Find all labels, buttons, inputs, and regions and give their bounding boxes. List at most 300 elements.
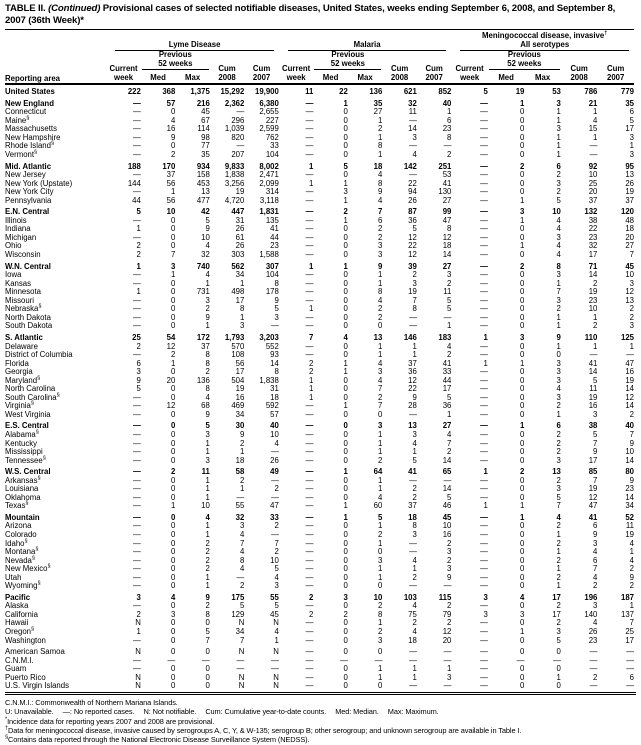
value-cell: 0 — [170, 512, 176, 522]
value-cell: 0 — [170, 409, 176, 419]
value-cell: 1 — [205, 475, 210, 485]
value-cell: 104 — [265, 270, 279, 280]
value-cell: 0 — [520, 447, 525, 457]
value-cell: 7 — [593, 475, 598, 485]
value-cell: 1 — [378, 350, 383, 360]
value-cell: — — [133, 115, 141, 125]
value-cell: 552 — [265, 341, 279, 351]
table-title-continued: (Continued) — [48, 3, 101, 14]
reporting-area-cell: Nebraska§ — [5, 303, 42, 314]
value-cell: 2 — [556, 572, 561, 582]
value-cell: 35 — [625, 98, 634, 108]
value-cell: 0 — [378, 647, 383, 657]
value-cell: 0 — [520, 484, 525, 494]
lyme-cum-2008-header: Cum 2008 — [210, 51, 245, 84]
reporting-area-cell: Mountain — [5, 512, 40, 522]
value-cell: 35 — [373, 98, 383, 108]
value-cell: 0 — [343, 664, 348, 674]
value-cell: 9 — [205, 592, 210, 602]
value-cell: 3 — [520, 207, 525, 217]
value-cell: 3 — [556, 232, 561, 242]
value-cell: — — [305, 107, 314, 117]
value-cell: 3 — [412, 429, 417, 439]
value-cell: — — [480, 375, 488, 385]
value-cell: 68 — [201, 401, 210, 411]
reporting-area-cell: Iowa — [5, 270, 22, 280]
value-cell: N — [273, 647, 279, 657]
value-cell: 187 — [620, 592, 634, 602]
value-cell: 1 — [309, 304, 314, 314]
value-cell: 93 — [270, 350, 279, 360]
reporting-area-cell: Hawaii — [5, 618, 29, 628]
value-cell: — — [305, 512, 314, 522]
value-cell: 4 — [412, 555, 417, 565]
value-cell: 2 — [378, 627, 383, 636]
value-cell: 27 — [442, 195, 452, 205]
value-cell: 7 — [170, 250, 176, 260]
value-cell: 2 — [447, 601, 452, 611]
value-cell: 0 — [343, 555, 348, 565]
reporting-area-cell: Wyoming§ — [5, 580, 41, 591]
value-cell: — — [133, 392, 141, 402]
table-row — [5, 665, 634, 674]
value-cell: 12 — [408, 250, 417, 260]
value-cell: — — [133, 501, 141, 511]
value-cell: — — [305, 287, 314, 297]
legend-item: N: Not notifiable. — [143, 707, 197, 717]
value-cell: 6 — [593, 521, 598, 531]
value-cell: 5 — [447, 304, 452, 314]
reporting-area-cell: Puerto Rico — [5, 672, 46, 682]
value-cell: — — [480, 270, 488, 280]
value-cell: 178 — [265, 287, 279, 297]
value-cell: 26 — [625, 178, 634, 188]
table-row — [5, 368, 634, 377]
value-cell: 1 — [593, 341, 598, 351]
value-cell: 2 — [556, 555, 561, 565]
table-row — [5, 394, 634, 403]
value-cell: 2 — [412, 572, 417, 582]
value-cell: 2 — [378, 529, 383, 539]
table-row — [5, 225, 634, 234]
reporting-area-cell: Alabama§ — [5, 429, 39, 439]
value-cell: 54 — [166, 332, 176, 342]
value-cell: 4 — [412, 627, 417, 636]
value-cell: 9 — [629, 438, 634, 448]
value-cell: 0 — [343, 455, 348, 465]
value-cell: 9 — [556, 332, 561, 342]
value-cell: — — [480, 438, 488, 448]
value-cell: — — [305, 215, 314, 225]
reporting-area-cell: California — [5, 609, 38, 619]
value-cell: 2 — [447, 538, 452, 548]
value-cell: — — [133, 312, 141, 322]
value-cell: 14 — [270, 358, 279, 368]
value-cell: — — [305, 224, 314, 234]
value-cell: 0 — [343, 375, 348, 385]
value-cell: — — [133, 132, 141, 142]
value-cell: 1 — [378, 618, 383, 628]
table-row — [5, 682, 634, 691]
value-cell: 1 — [274, 635, 279, 645]
value-cell: 1 — [483, 332, 488, 342]
table-row — [5, 645, 634, 657]
reporting-area-cell: Maryland§ — [5, 375, 41, 385]
value-cell: 13 — [625, 170, 634, 180]
value-cell: 3 — [556, 178, 561, 188]
table-row — [5, 674, 634, 683]
value-cell: 188 — [127, 161, 141, 171]
value-cell: 40 — [625, 421, 634, 431]
value-cell: 0 — [520, 529, 525, 539]
value-cell: 16 — [625, 367, 634, 377]
value-cell: — — [480, 401, 488, 411]
table-row — [5, 125, 634, 134]
value-cell: 0 — [520, 132, 525, 142]
value-cell: 21 — [588, 98, 598, 108]
value-cell: 18 — [235, 455, 245, 465]
value-cell: 1 — [378, 538, 383, 548]
value-cell: 16 — [166, 124, 176, 134]
value-cell: — — [305, 115, 314, 125]
value-cell: — — [133, 170, 141, 180]
group-lyme-disease — [106, 30, 279, 52]
value-cell: 5 — [274, 304, 279, 314]
value-cell: — — [305, 409, 314, 419]
value-cell: 1 — [593, 132, 598, 142]
value-cell: 3 — [136, 592, 141, 602]
value-cell: 4 — [378, 170, 383, 180]
value-cell: 621 — [403, 87, 417, 97]
value-cell: — — [480, 635, 488, 645]
value-cell: 9 — [378, 187, 383, 197]
value-cell: 9 — [378, 261, 383, 271]
value-cell: — — [409, 321, 417, 331]
value-cell: 0 — [170, 664, 176, 674]
value-cell: 2 — [412, 270, 417, 280]
value-cell: 0 — [520, 521, 525, 531]
malaria-previous-52-weeks-header: Previous 52 weeks — [313, 51, 382, 70]
value-cell: 31 — [235, 215, 245, 225]
value-cell: 1 — [343, 512, 348, 522]
value-cell: 37 — [408, 501, 417, 511]
table-header — [5, 30, 634, 85]
value-cell: 8 — [412, 304, 417, 314]
value-cell: — — [305, 270, 314, 280]
value-cell: 5 — [239, 601, 245, 611]
value-cell: 26 — [235, 224, 245, 234]
table-row — [5, 431, 634, 440]
value-cell: — — [305, 421, 314, 431]
value-cell: 10 — [552, 207, 561, 217]
value-cell: 1 — [378, 429, 383, 439]
meningococcal-max-header: Max — [524, 70, 561, 84]
value-cell: 0 — [343, 681, 348, 691]
reporting-area-cell: Ohio — [5, 241, 22, 251]
value-cell: 10 — [588, 304, 598, 314]
value-cell: — — [480, 367, 488, 377]
value-cell: 1 — [343, 178, 348, 188]
value-cell: 18 — [373, 161, 383, 171]
value-cell: 0 — [520, 572, 525, 582]
value-cell: 129 — [231, 609, 245, 619]
value-cell: 17 — [442, 384, 452, 394]
value-cell: 92 — [588, 161, 598, 171]
value-cell: 8 — [274, 367, 279, 377]
value-cell: 0 — [556, 647, 561, 657]
value-cell: — — [480, 492, 488, 502]
malaria-cum-2007-header: Cum 2007 — [417, 51, 452, 84]
value-cell: 8 — [378, 141, 383, 151]
value-cell: — — [133, 304, 141, 314]
value-cell: 2 — [593, 321, 598, 331]
table-row — [5, 457, 634, 466]
value-cell: 80 — [625, 467, 634, 477]
reporting-area-cell: Tennessee§ — [5, 455, 46, 465]
value-cell: 19 — [625, 187, 634, 197]
value-cell: 1 — [378, 564, 383, 574]
value-cell: 1 — [136, 287, 141, 297]
value-cell: 37 — [625, 195, 634, 205]
value-cell: 12 — [442, 232, 452, 242]
reporting-area-cell: Massachusetts — [5, 124, 58, 134]
value-cell: — — [305, 564, 314, 574]
value-cell: — — [480, 572, 488, 582]
value-cell: 47 — [625, 358, 634, 368]
value-cell: 5 — [205, 215, 210, 225]
value-cell: 7 — [274, 538, 279, 548]
value-cell: 1,375 — [190, 87, 210, 97]
value-cell: 0 — [170, 304, 176, 314]
value-cell: — — [305, 681, 314, 691]
value-cell: 1 — [483, 501, 488, 511]
value-cell: 1 — [556, 409, 561, 419]
value-cell: 1 — [343, 261, 348, 271]
value-cell: 2 — [378, 224, 383, 234]
value-cell: 0 — [170, 107, 176, 117]
value-cell: 52 — [625, 512, 634, 522]
value-cell: 1,838 — [224, 170, 245, 180]
value-cell: 25 — [132, 332, 141, 342]
value-cell: 136 — [196, 375, 210, 385]
value-cell: N — [135, 618, 141, 628]
value-cell: 4 — [378, 195, 383, 205]
value-cell: 0 — [170, 278, 176, 288]
value-cell: 3 — [520, 609, 525, 619]
value-cell: 0 — [343, 278, 348, 288]
notifiable-diseases-table — [5, 29, 634, 691]
value-cell: 33 — [270, 141, 279, 151]
value-cell: 0 — [170, 627, 176, 636]
value-cell: 2 — [239, 475, 245, 485]
value-cell: — — [480, 107, 488, 117]
value-cell: 4 — [556, 512, 561, 522]
value-cell: 1 — [205, 581, 210, 591]
value-cell: — — [305, 295, 314, 305]
value-cell: 32 — [588, 241, 598, 251]
value-cell: 8 — [412, 521, 417, 531]
value-cell: 19 — [588, 392, 598, 402]
value-cell: 14 — [588, 270, 598, 280]
value-cell: — — [133, 455, 141, 465]
value-cell: — — [480, 627, 488, 636]
value-cell: 570 — [231, 341, 245, 351]
value-cell: 2 — [343, 609, 348, 619]
value-cell: — — [305, 627, 314, 636]
value-cell: 53 — [442, 170, 452, 180]
reporting-area-cell: Minnesota — [5, 287, 41, 297]
table-row — [5, 322, 634, 331]
value-cell: 14 — [625, 455, 634, 465]
value-cell: 14 — [442, 250, 452, 260]
value-cell: 0 — [170, 438, 176, 448]
value-cell: 0 — [520, 475, 525, 485]
value-cell: 0 — [378, 547, 383, 557]
value-cell: 0 — [520, 618, 525, 628]
value-cell: 5 — [593, 429, 598, 439]
group-meningococcal — [451, 30, 634, 52]
value-cell: — — [409, 115, 417, 125]
value-cell: 0 — [378, 409, 383, 419]
value-cell: 2 — [309, 609, 314, 619]
table-row — [5, 465, 634, 477]
value-cell: 10 — [442, 521, 452, 531]
value-cell: 4 — [378, 358, 383, 368]
value-cell: — — [480, 421, 488, 431]
value-cell: — — [305, 195, 314, 205]
value-cell: 3 — [556, 124, 561, 134]
value-cell: 8 — [378, 609, 383, 619]
value-cell: 55 — [235, 501, 245, 511]
value-cell: 0 — [170, 492, 176, 502]
value-cell: — — [480, 647, 488, 657]
table-row — [5, 591, 634, 603]
value-cell: 0 — [520, 304, 525, 314]
value-cell: 4 — [593, 115, 598, 125]
value-cell: 3 — [483, 592, 488, 602]
value-cell: 34 — [235, 409, 245, 419]
value-cell: 12 — [166, 341, 176, 351]
value-cell: 1 — [520, 358, 525, 368]
value-cell: 4 — [205, 512, 210, 522]
value-cell: 36 — [442, 401, 452, 411]
table-row — [5, 171, 634, 180]
value-cell: 47 — [442, 215, 452, 225]
value-cell: 0 — [170, 421, 176, 431]
value-cell: 1 — [205, 521, 210, 531]
value-cell: 31 — [270, 384, 279, 394]
value-cell: 8 — [205, 384, 210, 394]
value-cell: 2 — [378, 304, 383, 314]
reporting-area-cell: North Dakota — [5, 312, 51, 322]
value-cell: 0 — [343, 341, 348, 351]
value-cell: 47 — [270, 501, 279, 511]
value-cell: 3 — [556, 455, 561, 465]
value-cell: 22 — [339, 87, 348, 97]
value-cell: 3 — [274, 581, 279, 591]
value-cell: 40 — [270, 421, 279, 431]
value-cell: 3 — [378, 635, 383, 645]
value-cell: 0 — [520, 170, 525, 180]
value-cell: — — [133, 215, 141, 225]
value-cell: 1,793 — [224, 332, 245, 342]
reporting-area-cell: Utah — [5, 572, 22, 582]
value-cell: 61 — [235, 232, 245, 242]
value-cell: 779 — [620, 87, 634, 97]
value-cell: 37 — [201, 341, 210, 351]
value-cell: 11 — [443, 287, 452, 297]
value-cell: 1 — [483, 467, 488, 477]
value-cell: — — [236, 664, 245, 674]
value-cell: — — [480, 304, 488, 314]
value-cell: 7 — [593, 438, 598, 448]
value-cell: — — [133, 107, 141, 117]
value-cell: 114 — [197, 124, 210, 134]
value-cell: 2 — [378, 392, 383, 402]
reporting-area-cell: Colorado — [5, 529, 37, 539]
malaria-current-week-header: Current week — [279, 51, 314, 84]
value-cell: — — [480, 150, 488, 160]
value-cell: — — [133, 555, 141, 565]
table-row — [5, 540, 634, 549]
value-cell: 934 — [196, 161, 210, 171]
value-cell: — — [305, 321, 314, 331]
value-cell: — — [480, 512, 488, 522]
value-cell: 32 — [235, 512, 245, 522]
value-cell: 1 — [309, 161, 314, 171]
value-cell: 1 — [556, 150, 561, 160]
table-row — [5, 360, 634, 369]
value-cell: 85 — [588, 467, 598, 477]
value-cell: 3 — [556, 358, 561, 368]
value-cell: 41 — [442, 178, 452, 188]
value-cell: 2 — [556, 187, 561, 197]
value-cell: 10 — [625, 270, 634, 280]
value-cell: 23 — [442, 124, 452, 134]
value-cell: 19 — [625, 375, 634, 385]
value-cell: 0 — [170, 232, 176, 242]
reporting-area-cell: District of Columbia — [5, 350, 73, 360]
value-cell: N — [238, 681, 245, 691]
table-row — [5, 611, 634, 620]
value-cell: 0 — [170, 618, 176, 628]
value-cell: 15 — [588, 124, 598, 134]
value-cell: 0 — [170, 295, 176, 305]
value-cell: 562 — [231, 261, 245, 271]
value-cell: 9 — [412, 392, 417, 402]
value-cell: 22 — [408, 384, 417, 394]
value-cell: 0 — [343, 392, 348, 402]
value-cell: 4 — [593, 618, 598, 628]
table-row — [5, 242, 634, 251]
value-cell: — — [626, 647, 634, 657]
value-cell: 19 — [515, 87, 525, 97]
value-cell: 2 — [593, 278, 598, 288]
value-cell: 3 — [556, 484, 561, 494]
value-cell: 1 — [378, 278, 383, 288]
value-cell: 140 — [584, 609, 598, 619]
value-cell: 8 — [447, 132, 452, 142]
value-cell: 45 — [201, 107, 210, 117]
value-cell: 2 — [629, 304, 634, 314]
value-cell: 103 — [403, 592, 417, 602]
value-cell: 7 — [309, 332, 314, 342]
value-cell: 0 — [520, 141, 525, 151]
value-cell: 75 — [408, 609, 417, 619]
value-cell: 2 — [556, 438, 561, 448]
value-cell: 5 — [412, 224, 417, 234]
value-cell: 2 — [556, 475, 561, 485]
